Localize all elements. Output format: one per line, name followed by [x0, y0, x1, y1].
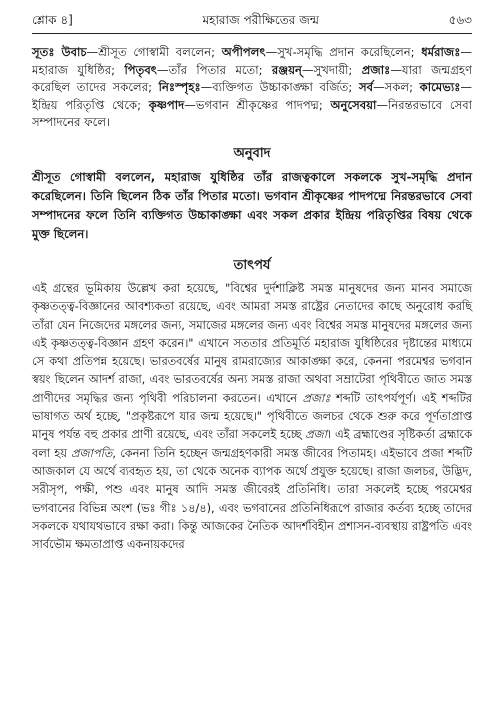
synonym-term: অপীপলৎ — [221, 45, 266, 59]
purport-segment: শব্দটি তাৎপর্যপূর্ণ। এই শব্দটির ভাষাগত অর্থ হচ্ছে, "প্রকৃষ্টরূপে যার জন্ম হয়েছে।" পৃথিবীতে জলচর থেকে শুরু করে পূর্ণতাপ্রাপ্ত মানুষ পর্যন্ত বহু প্রকার প্রাণী রয়েছে, এবং তাঁরা সকলেই হচ্ছে — [32, 391, 472, 442]
header-divider — [32, 33, 472, 34]
synonym-meaning: সুখদায়ী; — [313, 62, 353, 77]
synonym-meaning: ইন্দ্রিয় পরিতৃপ্তি থেকে; — [32, 97, 142, 112]
synonym-meaning: তাঁর পিতার মতো; — [168, 62, 263, 77]
purport-segment: , কেননা তিনি হচ্ছেন জন্মগ্রহণকারী সমস্ত জীবের পিতামহ। এইভাবে প্রজা শব্দটি আজকাল যে অর্থে ব্যবহৃত হয়, তা থেকে অনেক ব্যাপক অর্থে প্রযুক্ত হয়েছে। রাজা জলচর, উদ্ভিদ, সরীসৃপ, পক্ষী, পশু এবং মানুষ আদি সমস্ত জীবেরই প্রতিনিধি। তারা সকলেই হচ্ছে পরমেশ্বর ভগবানের বিভিন্ন অংশ (ভঃ গীঃ ১৪/৪), এবং ভগবানের প্রতিনিধিরূপে রাজার কর্তব্য হচ্ছে তাদের সকলকে যথাযথভাবে রক্ষা করা। কিন্তু আজকের নৈতিক আদর্শবিহীন প্রশাসন-ব্যবস্থায় রাষ্ট্রপতি এবং সার্বভৌম ক্ষমতাপ্রাপ্ত একনায়কদের — [32, 446, 472, 552]
translation-text: শ্রীসূত গোস্বামী বললেন, মহারাজ যুধিষ্ঠির তাঁর রাজত্বকালে সকলকে সুখ-সমৃদ্ধি প্রদান করেছিলেন। তিনি ছিলেন ঠিক তাঁর পিতার মতো। ভগবান শ্রীকৃষ্ণের পাদপদ্মে নিরন্তরভাবে সেবা সম্পাদনের ফলে তিনি ব্যক্তিগত উচ্চাকাঙ্ক্ষা এবং সকল প্রকার ইন্দ্রিয় পরিতৃপ্তির বিষয় থেকে মুক্ত ছিলেন। — [32, 169, 472, 241]
purport-segment: । এই ব্রহ্মাণ্ডের সৃষ্টিকর্তা ব্রহ্মাকে বলা হয় — [32, 428, 472, 460]
synonym-term: পিতৃবৎ — [124, 62, 157, 77]
purport-text — [32, 280, 472, 554]
translation-heading: অনুবাদ — [233, 145, 271, 161]
synonym-meaning: শ্রীসূত গোস্বামী বললেন; — [98, 45, 216, 59]
purport-heading: তাৎপর্য — [233, 257, 271, 273]
page-header — [32, 12, 472, 28]
italic-term: প্রজাঃ — [302, 391, 331, 405]
synonym-meaning: ব্যক্তিগত উচ্চাকাঙ্ক্ষা বর্জিত; — [212, 80, 353, 95]
synonym-term: প্রজাঃ — [361, 62, 391, 77]
synonym-meaning: ভগবান শ্রীকৃষ্ণের পাদপদ্ম; — [195, 97, 323, 112]
italic-term: প্রজাপতি — [71, 446, 113, 460]
chapter-title: মহারাজ পরীক্ষিতের জন্ম — [202, 13, 319, 27]
synonym-meaning: সকল; — [384, 80, 413, 95]
synonym-meaning: সুখ-সমৃদ্ধি প্রদান করেছিলেন; — [277, 45, 415, 59]
synonym-term: সর্ব — [358, 80, 374, 95]
synonym-meaning: যারা জন্মগ্রহণ করেছিল তাদের সকলের; — [32, 62, 473, 95]
page-number: ৫৬৩ — [448, 13, 472, 27]
synonym-term: সূতঃ উবাচ — [32, 45, 87, 59]
synonym-term: নিঃস্পৃহঃ — [158, 80, 201, 95]
book-page — [32, 12, 472, 554]
verse-reference: শ্লোক ৪] — [32, 13, 73, 27]
purport-paragraph — [32, 280, 472, 554]
synonym-meaning: মহারাজ যুধিষ্ঠির; — [32, 62, 116, 77]
purport-segment: এই গ্রন্থের ভূমিকায় উল্লেখ করা হয়েছে, "বিশ্বের দুর্দশাক্লিষ্ট সমস্ত মানুষদের জন্য মানব সমাজে কৃষ্ণতত্ত্ব-বিজ্ঞানের আবশ্যকতা রয়েছে, এবং আমরা সমস্ত রাষ্ট্রের নেতাদের কাছে অনুরোধ করছি তাঁরা যেন নিজেদের মঙ্গলের জন্য, সমাজের মঙ্গলের জন্য এবং বিশ্বের সমস্ত মানুষদের মঙ্গলের জন্য এই কৃষ্ণতত্ত্ব-বিজ্ঞান গ্রহণ করেন।" এখানে সততার প্রতিমূর্তি মহারাজ যুধিষ্ঠিরের দৃষ্টান্তের মাধ্যমে সে কথা প্রতিপন্ন হয়েছে। ভারতবর্ষের মানুষ রামরাজ্যের আকাঙ্ক্ষা করে, কেননা পরমেশ্বর ভগবান স্বয়ং ছিলেন আদর্শ রাজা, এবং ভারতবর্ষের অন্য সমস্ত রাজা অথবা সম্রাটেরা পৃথিবীতে জাত সমস্ত প্রাণীদের সমৃদ্ধির জন্য পৃথিবী পরিচালনা করতেন। এখানে — [32, 281, 472, 405]
synonym-term: ধর্মরাজঃ — [421, 45, 461, 59]
synonym-term: কামেভ্যঃ — [419, 80, 461, 95]
synonym-term: অনুসেবয়া — [330, 97, 377, 112]
word-meanings: সূতঃ উবাচ—শ্রীসূত গোস্বামী বললেন; অপীপলৎ—সুখ-সমৃদ্ধি প্রদান করেছিলেন; ধর্মরাজঃ—মহারাজ যুধিষ্ঠির; পিতৃবৎ—তাঁর পিতার মতো; রঞ্জয়ন্—সুখদায়ী; প্রজাঃ—যারা জন্মগ্রহণ করেছিল তাদের সকলের; নিঃস্পৃহঃ—ব্যক্তিগত উচ্চাকাঙ্ক্ষা বর্জিত; সর্ব—সকল; কামেভ্যঃ—ইন্দ্রিয় পরিতৃপ্তি থেকে; কৃষ্ণপাদ—ভগবান শ্রীকৃষ্ণের পাদপদ্ম; অনুসেবয়া—নিরন্তরভাবে সেবা সম্পাদনের ফলে। — [32, 45, 473, 130]
italic-term: প্রজা — [305, 428, 328, 442]
synonym-term: কৃষ্ণপাদ — [148, 97, 185, 112]
synonym-meaning: নিরন্তরভাবে সেবা সম্পাদনের ফলে। — [32, 97, 473, 130]
synonym-term: রঞ্জয়ন্ — [271, 62, 302, 77]
